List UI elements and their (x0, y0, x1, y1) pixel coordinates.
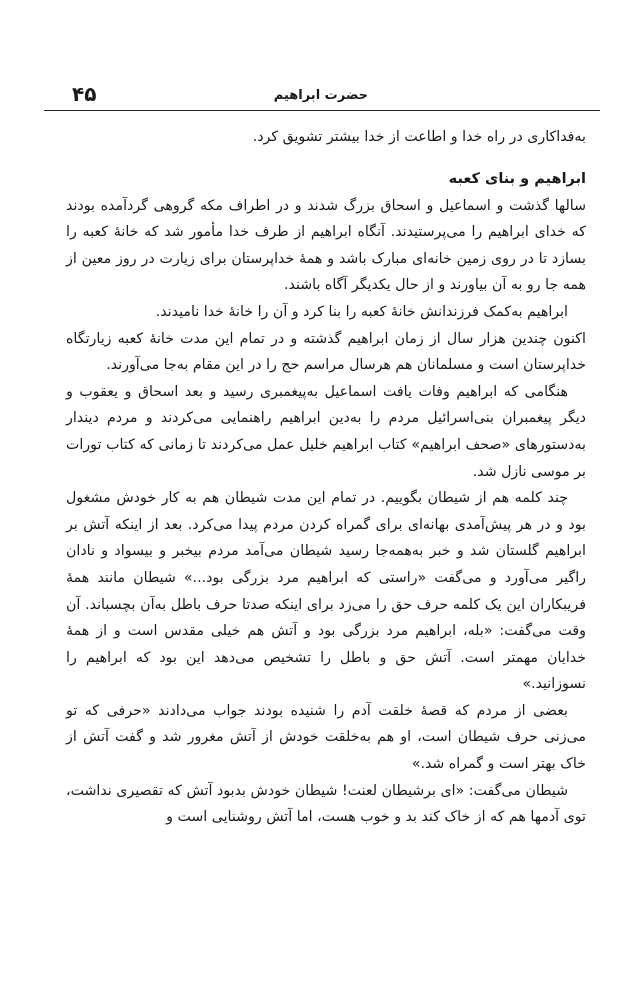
running-header (44, 84, 600, 111)
paragraph: سالها گذشت و اسماعیل و اسحاق بزرگ شدند و در اطراف مکه گروهی گردآمده بودند که خدای ابراهیم را می‌پرستیدند. آنگاه ابراهیم از طرف خدا مأمور شد که خانهٔ کعبه را بسازد تا در روی زمین خانه‌ای مبارک باشد و همهٔ خداپرستان برای زیارت در روز معین از همه جا رو به آن بیاورند و از حال یکدیگر آگاه باشند. (66, 197, 586, 294)
page-number: ۴۵ (72, 82, 97, 106)
paragraph: اکنون چندین هزار سال از زمان ابراهیم گذشته و در تمام این مدت خانهٔ کعبه زیارتگاه خداپرستان است و مسلمانان هم هرسال مراسم حج را در این مقام به‌جا می‌آورند. (66, 330, 586, 374)
paragraph: به‌فداکاری در راه خدا و اطاعت از خدا بیشتر تشویق کرد. (252, 129, 586, 145)
paragraph: بعضی از مردم که قصهٔ خلقت آدم را شنیده بودند جواب می‌دادند «حرفی که تو می‌زنی حرف شیطان است، او هم به‌خلقت خودش از آتش مغرور شد و گفت آتش از خاک بهتر است و گمراه شد.» (66, 702, 586, 773)
section-heading: ابراهیم و بنای کعبه (448, 170, 586, 187)
paragraph: شیطان می‌گفت: «ای برشیطان لعنت! شیطان خودش بدبود آتش که تقصیری نداشت، توی آدمها هم که از خاک کند بد و خوب هست، اما آتش روشنایی است و (66, 782, 586, 826)
body-text (66, 124, 586, 831)
paragraph: ابراهیم به‌کمک فرزندانش خانهٔ کعبه را بنا کرد و آن را خانهٔ خدا نامیدند. (155, 303, 568, 320)
paragraph: هنگامی که ابراهیم وفات یافت اسماعیل به‌پیغمبری رسید و بعد اسحاق و یعقوب و دیگر پیغمبران بنی‌اسرائیل مردم را به‌دین ابراهیم راهنمایی می‌کردند و مردم دیندار به‌دستورهای «صحف ابراهیم» کتاب ابراهیم خلیل عمل می‌کردند تا زمانی که کتاب تورات بر موسی نازل شد. (66, 383, 586, 480)
chapter-title: حضرت ابراهیم (273, 88, 368, 103)
paragraph: چند کلمه هم از شیطان بگوییم. در تمام این مدت شیطان هم به کار خودش مشغول بود و در هر پیش‌آمدی بهانه‌ای برای گمراه کردن مردم پیدا می‌کرد. بعد از اینکه آتش بر ابراهیم گلستان شد و خبر به‌همه‌جا رسید شیطان می‌آمد مردم بیخبر و بیسواد و نادان راگیر می‌آورد و می‌گفت «راستی که ابراهیم مرد بزرگی بود...» شیطان مانند همهٔ فریبکاران این یک کلمه حرف حق را می‌زد برای اینکه صدتا حرف باطل به‌آن بچسباند. آن وقت می‌گفت: «بله، ابراهیم مرد بزرگی بود و آتش هم خیلی مقدس است و از همهٔ خدایان مهمتر است. آتش حق و باطل را تشخیص می‌دهد این بود که ابراهیم را نسوزانید.» (66, 490, 586, 693)
